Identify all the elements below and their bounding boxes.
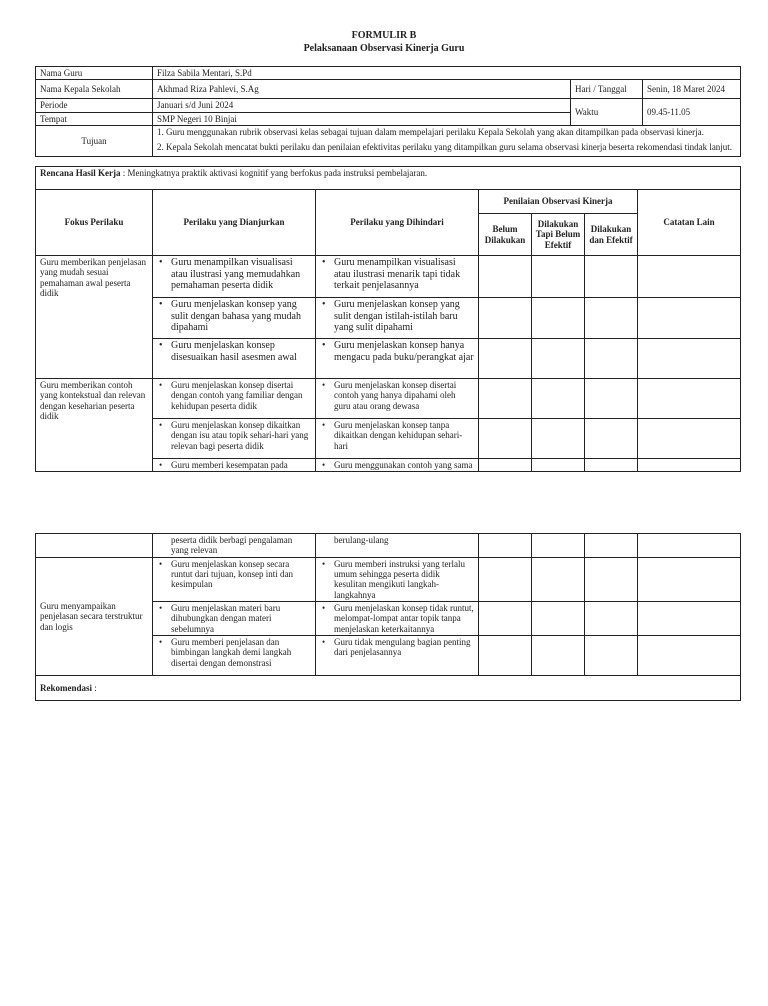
observation-table xyxy=(35,166,741,472)
rencana-value: : Meningkatnya praktik aktivasi kognitif yang berfokus pada instruksi pembelajaran. xyxy=(120,168,428,178)
header-dianjurkan: Perilaku yang Dianjurkan xyxy=(153,190,316,256)
kepala-value: Akhmad Riza Pahlevi, S.Ag xyxy=(153,80,571,99)
cell-tapi xyxy=(532,256,585,298)
header-catatan: Catatan Lain xyxy=(638,190,741,256)
cell-belum xyxy=(479,379,532,419)
fokus-1: Guru memberikan penjelasan yang mudah sesuai pemahaman awal peserta didik xyxy=(36,256,153,379)
list-item-continued: peserta didik berbagi pengalaman yang relevan xyxy=(153,534,316,558)
rencana-row xyxy=(36,167,741,190)
cell-tapi xyxy=(532,419,585,459)
tujuan-label: Tujuan xyxy=(36,126,153,157)
cell-catatan xyxy=(638,534,741,558)
header-dilakukan-tapi: Dilakukan Tapi Belum Efektif xyxy=(532,214,585,256)
cell-belum xyxy=(479,534,532,558)
cell-belum xyxy=(479,298,532,339)
rencana-label: Rencana Hasil Kerja xyxy=(40,168,121,178)
waktu-value: 09.45-11.05 xyxy=(643,99,741,126)
cell-efektif xyxy=(585,339,638,379)
cell-efektif xyxy=(585,557,638,601)
cell-tapi xyxy=(532,379,585,419)
cell-catatan xyxy=(638,339,741,379)
list-item: • Guru menjelaskan konsep yang sulit dengan istilah-istilah baru yang sulit dipahami xyxy=(320,299,474,334)
cell-tapi xyxy=(532,339,585,379)
list-item: • Guru menjelaskan konsep secara runtut dari tujuan, konsep inti dan kesimpulan xyxy=(157,559,311,590)
cell-belum xyxy=(479,419,532,459)
cell-tapi xyxy=(532,602,585,636)
fokus-3: Guru menyampaikan penjelasan secara terstruktur dan logis xyxy=(36,557,153,675)
periode-label: Periode xyxy=(36,99,153,112)
header-belum: Belum Dilakukan xyxy=(479,214,532,256)
observation-table-continued xyxy=(35,533,741,701)
list-item: • Guru menjelaskan materi baru dihubungkan dengan materi sebelumnya xyxy=(157,603,311,634)
rekomendasi-label: Rekomendasi xyxy=(40,682,93,693)
list-item: • Guru menjelaskan konsep hanya mengacu pada buku/perangkat ajar xyxy=(320,340,474,363)
list-item: • Guru menjelaskan konsep disertai contoh yang hanya dipahami oleh guru atau orang dewasa xyxy=(320,380,474,411)
header-fokus: Fokus Perilaku xyxy=(36,190,153,256)
list-item: • Guru memberi kesempatan pada xyxy=(157,460,311,470)
cell-catatan xyxy=(638,602,741,636)
hari-label: Hari / Tanggal xyxy=(571,80,643,99)
waktu-label: Waktu xyxy=(571,99,643,126)
tempat-label: Tempat xyxy=(36,112,153,125)
list-item: • Guru menjelaskan konsep yang sulit dengan bahasa yang mudah dipahami xyxy=(157,299,311,334)
cell-tapi xyxy=(532,557,585,601)
list-item: • Guru menampilkan visualisasi atau ilustrasi menarik tapi tidak terkait penjelasannya xyxy=(320,257,474,292)
cell-belum xyxy=(479,557,532,601)
cell-efektif xyxy=(585,459,638,472)
list-item: • Guru menjelaskan konsep dikaitkan dengan isu atau topik sehari-hari yang relevan bagi peserta didik xyxy=(157,420,311,451)
list-item: • Guru menggunakan contoh yang sama xyxy=(320,460,474,470)
list-item-continued: berulang-ulang xyxy=(316,534,479,558)
header-penilaian: Penilaian Observasi Kinerja xyxy=(479,190,638,214)
nama-guru-value: Filza Sabila Mentari, S.Pd xyxy=(153,67,741,80)
list-item: • Guru menjelaskan konsep tanpa dikaitkan dengan kehidupan sehari-hari xyxy=(320,420,474,451)
list-item: • Guru menjelaskan konsep tidak runtut, melompat-lompat antar topik tanpa menjelaskan keterkaitannya xyxy=(320,603,474,634)
cell-tapi xyxy=(532,534,585,558)
cell-belum xyxy=(479,602,532,636)
cell-catatan xyxy=(638,379,741,419)
cell-catatan xyxy=(638,256,741,298)
cell-efektif xyxy=(585,602,638,636)
tempat-value: SMP Negeri 10 Binjai xyxy=(153,112,571,125)
tujuan-1: 1. Guru menggunakan rubrik observasi kelas sebagai tujuan dalam mempelajari perilaku Kepala Sekolah yang akan ditampilkan pada observasi kinerja. xyxy=(157,127,704,138)
header-dihindari: Perilaku yang Dihindari xyxy=(316,190,479,256)
rekomendasi-suffix: : xyxy=(92,682,97,693)
fokus-2: Guru memberikan contoh yang kontekstual dan relevan dengan keseharian peserta didik xyxy=(36,379,153,472)
fokus-2-continued xyxy=(36,534,153,558)
cell-tapi xyxy=(532,636,585,676)
cell-efektif xyxy=(585,256,638,298)
cell-catatan xyxy=(638,459,741,472)
list-item: • Guru menjelaskan konsep disesuaikan hasil asesmen awal xyxy=(157,340,311,363)
list-item: • Guru memberi penjelasan dan bimbingan langkah demi langkah disertai dengan demonstrasi xyxy=(157,637,311,668)
cell-catatan xyxy=(638,557,741,601)
cell-efektif xyxy=(585,419,638,459)
cell-efektif xyxy=(585,534,638,558)
cell-tapi xyxy=(532,459,585,472)
form-subtitle: Pelaksanaan Observasi Kinerja Guru xyxy=(303,43,465,54)
cell-catatan xyxy=(638,636,741,676)
cell-belum xyxy=(479,256,532,298)
list-item: • Guru memberi instruksi yang terlalu umum sehingga peserta didik kesulitan mengikuti langkah-langkahnya xyxy=(320,559,474,600)
list-item: • Guru menjelaskan konsep disertai dengan contoh yang familiar dengan kehidupan peserta didik xyxy=(157,380,311,411)
cell-tapi xyxy=(532,298,585,339)
rekomendasi-row xyxy=(36,676,741,701)
hari-value: Senin, 18 Maret 2024 xyxy=(643,80,741,99)
kepala-label: Nama Kepala Sekolah xyxy=(36,80,153,99)
nama-guru-label: Nama Guru xyxy=(36,67,153,80)
cell-belum xyxy=(479,636,532,676)
cell-efektif xyxy=(585,636,638,676)
list-item: • Guru menampilkan visualisasi atau ilustrasi yang memudahkan pemahaman peserta didik xyxy=(157,257,311,292)
info-table xyxy=(35,66,741,157)
list-item: • Guru tidak mengulang bagian penting dari penjelasannya xyxy=(320,637,474,658)
cell-belum xyxy=(479,339,532,379)
cell-efektif xyxy=(585,379,638,419)
cell-belum xyxy=(479,459,532,472)
periode-value: Januari s/d Juni 2024 xyxy=(153,99,571,112)
cell-efektif xyxy=(585,298,638,339)
cell-catatan xyxy=(638,298,741,339)
tujuan-2: 2. Kepala Sekolah mencatat bukti perilaku dan penilaian efektivitas perilaku yang ditampilkan guru selama observasi kinerja beserta rekomendasi tindak lanjut. xyxy=(157,142,733,153)
cell-catatan xyxy=(638,419,741,459)
form-title: FORMULIR B xyxy=(351,30,417,41)
header-dilakukan-efektif: Dilakukan dan Efektif xyxy=(585,214,638,256)
